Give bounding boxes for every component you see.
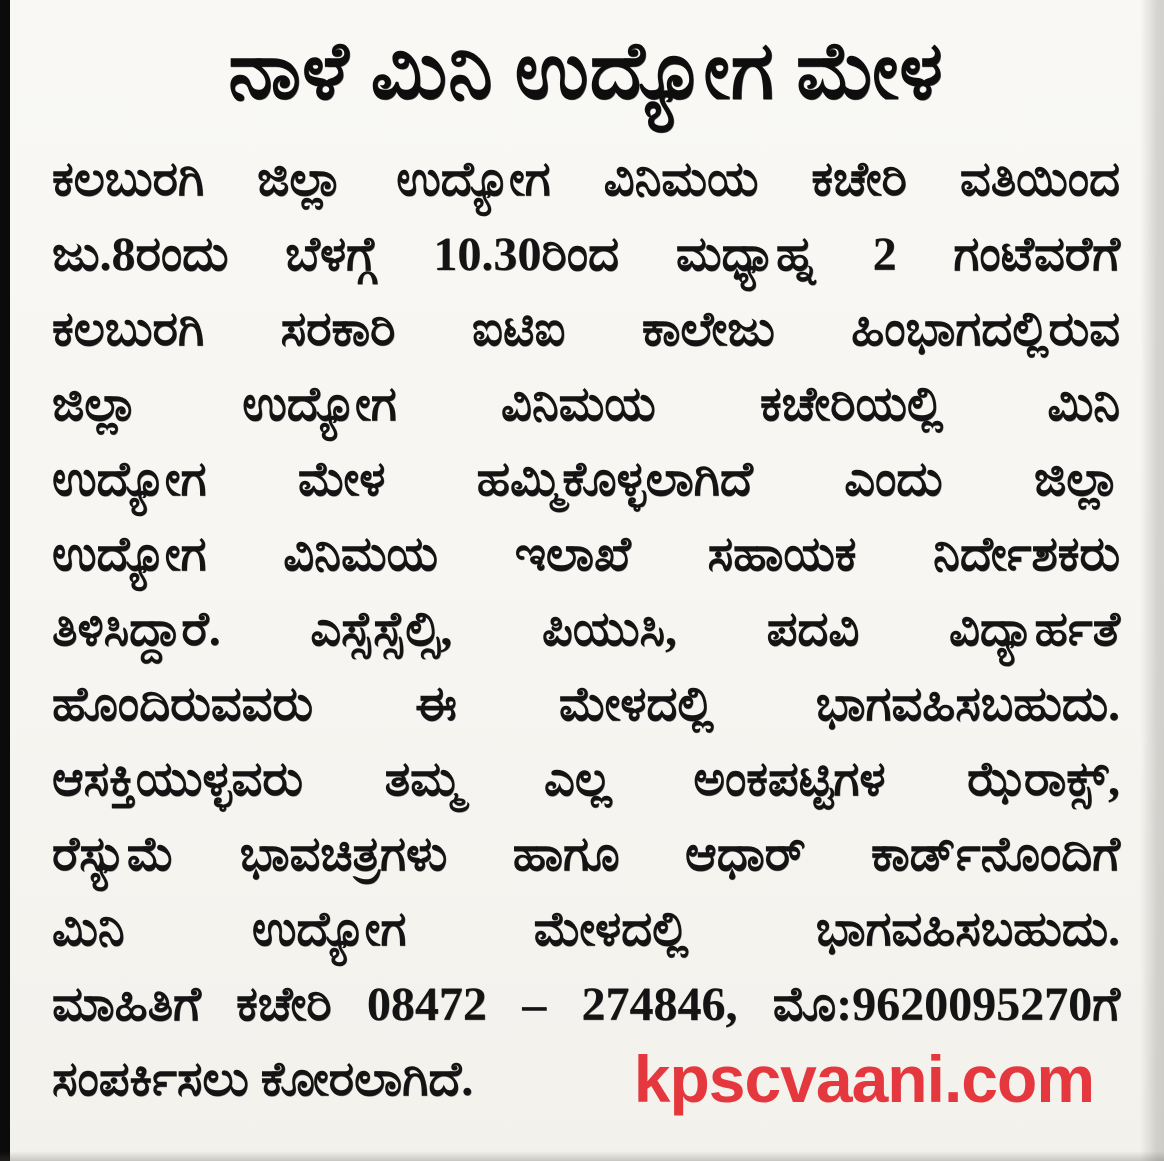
scan-edge-right [1140,0,1164,1161]
body-line: ಉದ್ಯೋಗ ಮೇಳ ಹಮ್ಮಿಕೊಳ್ಳಲಾಗಿದೆ ಎಂದು ಜಿಲ್ಲಾ [52,452,1120,506]
body-line: ಜಿಲ್ಲಾ ಉದ್ಯೋಗ ವಿನಿಮಯ ಕಚೇರಿಯಲ್ಲಿ ಮಿನಿ [52,377,1120,431]
body-line: ಕಲಬುರಗಿ ಜಿಲ್ಲಾ ಉದ್ಯೋಗ ವಿನಿಮಯ ಕಚೇರಿ ವತಿಯಿಂದ [52,152,1120,206]
scan-edge-bottom [0,1151,1164,1161]
body-line-text: ಸಂಪರ್ಕಿಸಲು ಕೋರಲಾಗಿದೆ. [52,1052,474,1106]
headline: ನಾಳೆ ಮಿನಿ ಉದ್ಯೋಗ ಮೇಳ [228,28,944,116]
body-line: ಉದ್ಯೋಗ ವಿನಿಮಯ ಇಲಾಖೆ ಸಹಾಯಕ ನಿರ್ದೇಶಕರು [52,527,1120,581]
body-line: ಮಿನಿ ಉದ್ಯೋಗ ಮೇಳದಲ್ಲಿ ಭಾಗವಹಿಸಬಹುದು. [52,902,1120,956]
body-last-line [52,1042,1120,1117]
watermark-text: kpscvaani.com [633,1042,1094,1117]
body-line: ರೆಸ್ಯುಮೆ ಭಾವಚಿತ್ರಗಳು ಹಾಗೂ ಆಧಾರ್ ಕಾರ್ಡ್‌ನೊಂದಿಗೆ [52,827,1120,881]
body-line: ಕಲಬುರಗಿ ಸರಕಾರಿ ಐಟಿಐ ಕಾಲೇಜು ಹಿಂಭಾಗದಲ್ಲಿರುವ [52,302,1120,356]
body-line: ತಿಳಿಸಿದ್ದಾರೆ. ಎಸ್ಸೆಸ್ಸೆಲ್ಸಿ, ಪಿಯುಸಿ, ಪದವಿ ವಿದ್ಯಾರ್ಹತೆ [52,602,1120,656]
body-line: ಹೊಂದಿರುವವರು ಈ ಮೇಳದಲ್ಲಿ ಭಾಗವಹಿಸಬಹುದು. [52,677,1120,731]
body-line: ಮಾಹಿತಿಗೆ ಕಚೇರಿ 08472 – 274846, ಮೊ:9620095270ಗೆ [52,977,1120,1031]
body-line: ಆಸಕ್ತಿಯುಳ್ಳವರು ತಮ್ಮ ಎಲ್ಲ ಅಂಕಪಟ್ಟಿಗಳ ಝೆರಾಕ್ಸ್, [52,752,1120,806]
body-line: ಜು.8ರಂದು ಬೆಳಗ್ಗೆ 10.30ರಿಂದ ಮಧ್ಯಾಹ್ನ 2 ಗಂಟೆವರೆಗೆ [52,227,1120,281]
article-body [52,142,1120,1117]
